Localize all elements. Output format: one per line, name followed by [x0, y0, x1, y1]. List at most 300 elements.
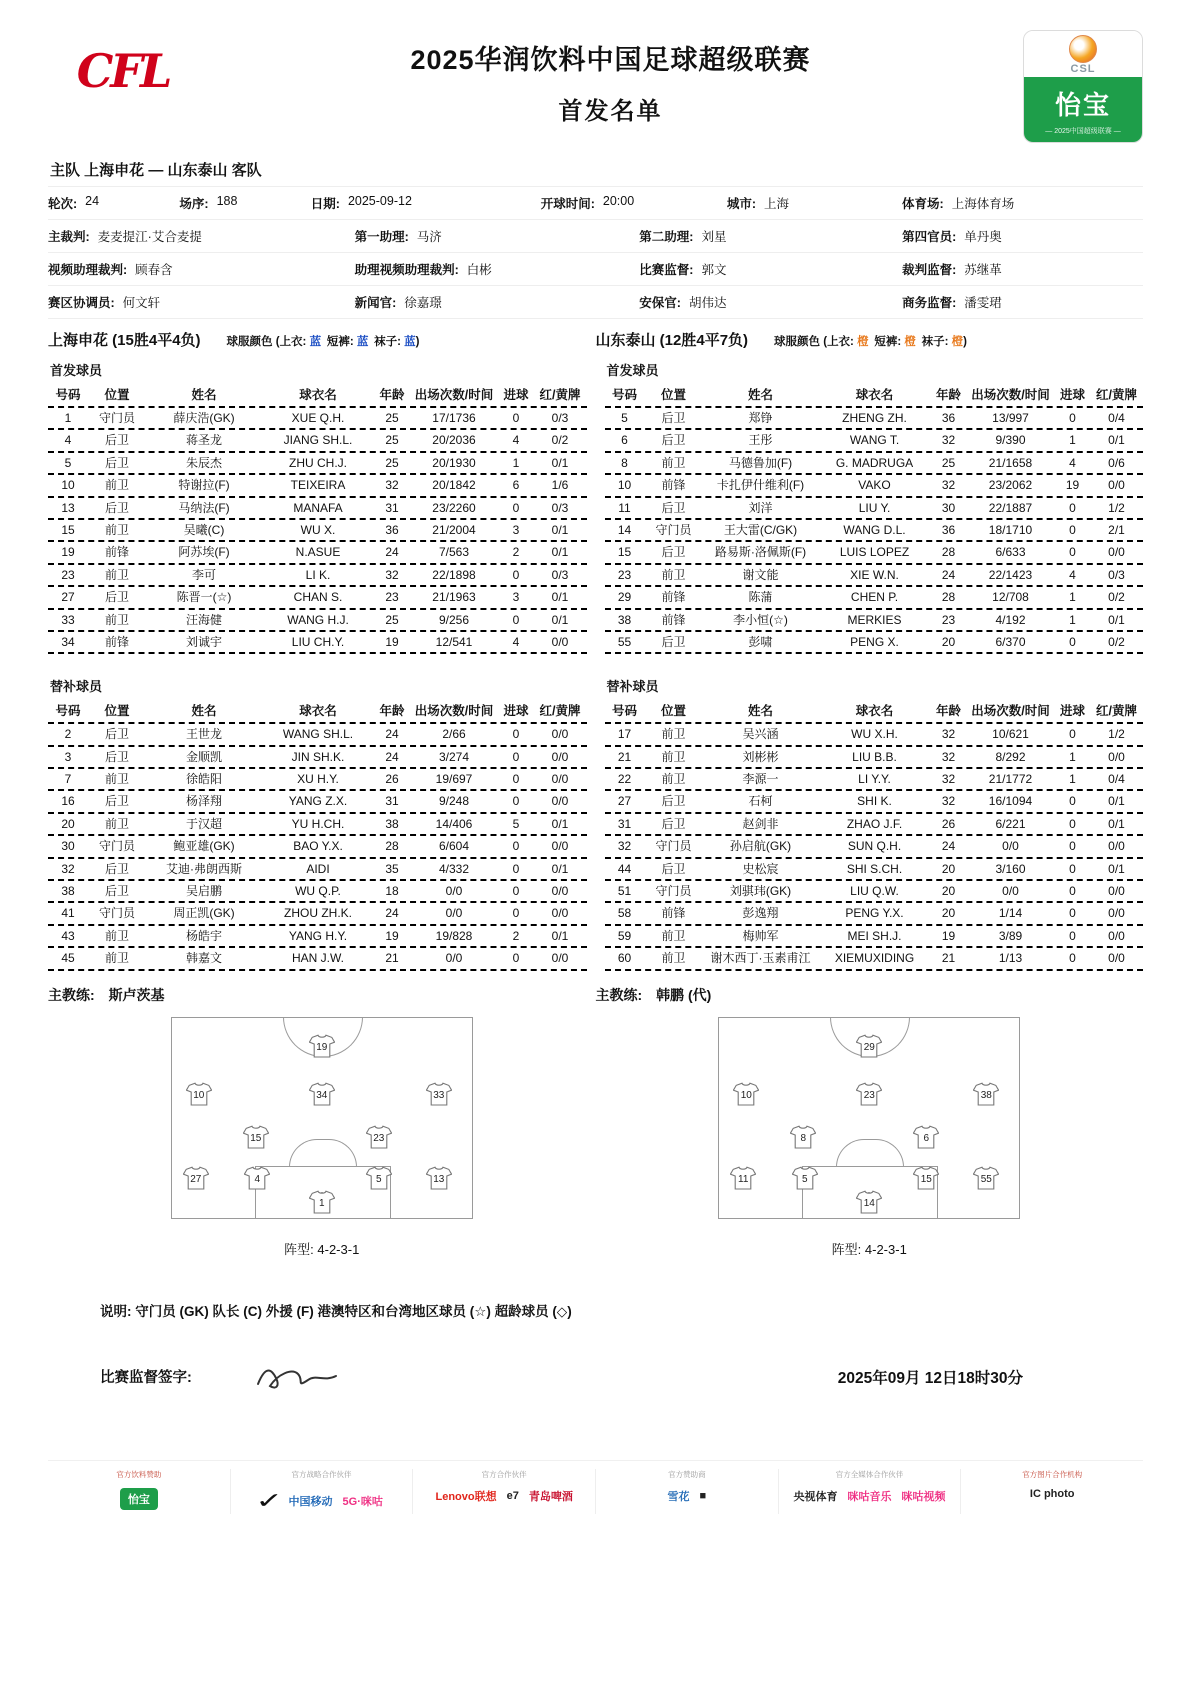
player-row [48, 948, 587, 970]
player-cell: 28 [941, 590, 956, 605]
csl-label: CSL [1070, 63, 1096, 75]
player-cell: 后卫 [661, 794, 686, 809]
player-cell: JIANG SH.L. [283, 433, 353, 448]
player-cell: 31 [617, 816, 632, 831]
sponsor-label: 官方全媒体合作伙伴 [835, 1469, 904, 1479]
away-kit-colors: 球服颜色 (上衣: 橙 短裤: 橙 袜子: 橙) [774, 336, 967, 348]
player-cell: 0/2 [1108, 634, 1125, 649]
yibao-brand: 怡宝 [1054, 90, 1111, 120]
player-cell: 23 [617, 567, 632, 582]
player-cell: 55 [617, 634, 632, 649]
column-header: 红/黄牌 [539, 388, 581, 402]
player-cell: 前锋 [104, 634, 129, 649]
player-cell: 12/541 [435, 634, 473, 649]
player-cell: 前锋 [661, 612, 686, 627]
player-cell: 22/1887 [988, 500, 1033, 515]
player-cell: 后卫 [661, 861, 686, 876]
player-cell: 38 [385, 816, 399, 831]
player-cell: 0/3 [1108, 567, 1125, 582]
player-cell: 22/1423 [988, 567, 1033, 582]
info-field [902, 227, 1143, 245]
player-cell: 陈晋一(☆) [176, 590, 232, 605]
player-cell: 后卫 [104, 884, 129, 899]
player-cell: 19/828 [435, 928, 473, 943]
player-cell: 25 [385, 455, 399, 470]
column-header: 球衣名 [299, 704, 337, 719]
player-cell: 35 [385, 861, 399, 876]
home-starters-label: 首发球员 [50, 363, 103, 378]
player-cell: 前卫 [104, 478, 129, 493]
player-cell: 32 [941, 794, 956, 809]
player-cell: 0/1 [551, 928, 569, 943]
player-cell: 马纳法(F) [178, 500, 230, 515]
player-cell: LIU Y. [858, 500, 891, 515]
player-cell: 0 [1069, 500, 1076, 515]
player-row [48, 747, 587, 769]
player-cell: 0 [512, 884, 520, 899]
player-cell: 9/390 [995, 433, 1026, 448]
player-row [48, 859, 587, 881]
player-cell: 于汉超 [185, 816, 222, 831]
player-cell: 0/4 [1108, 411, 1125, 425]
player-cell: 0/0 [1108, 545, 1125, 560]
player-cell: 27 [61, 590, 75, 605]
player-cell: 前卫 [661, 567, 686, 582]
player-cell: 后卫 [661, 433, 686, 448]
column-header: 位置 [104, 388, 130, 402]
info-label: 体育场: [902, 197, 944, 211]
home-starters-header [48, 385, 587, 408]
kit-color-word: 橙 [904, 336, 916, 348]
player-cell: 20 [941, 634, 956, 649]
player-cell: 0/3 [551, 500, 569, 515]
column-header: 红/黄牌 [1096, 704, 1137, 719]
column-header: 位置 [104, 704, 130, 719]
player-cell: 0/1 [1108, 816, 1125, 831]
away-subs-column [605, 666, 1144, 970]
player-cell: 4/192 [995, 612, 1026, 627]
player-row [48, 769, 587, 791]
player-cell: BAO Y.X. [293, 839, 343, 854]
info-field [311, 194, 541, 212]
player-cell: 后卫 [104, 861, 129, 876]
league-title: 2025华润饮料中国足球超级联赛 [410, 45, 811, 75]
player-cell: 0/0 [1108, 906, 1125, 921]
column-header: 姓名 [191, 704, 217, 719]
player-cell: 6/633 [995, 545, 1026, 560]
player-cell: 23/2062 [988, 478, 1033, 493]
player-cell: 27 [617, 794, 632, 809]
player-cell: 0 [512, 567, 520, 582]
player-cell: 30 [61, 839, 75, 854]
player-cell: 18 [385, 884, 399, 899]
info-field [179, 194, 310, 212]
player-cell: 21/1963 [432, 590, 476, 605]
info-label: 助理视频助理裁判: [354, 263, 459, 277]
player-cell: 36 [385, 522, 399, 537]
player-cell: 0/0 [551, 794, 569, 809]
away-formation-label: 阵型: 4-2-3-1 [831, 1241, 907, 1257]
sponsor-label: 官方赞助商 [668, 1469, 706, 1479]
player-cell: 36 [941, 522, 956, 537]
player-row [605, 859, 1144, 881]
player-jersey-icon: 33 [426, 1082, 452, 1106]
info-field [902, 260, 1143, 278]
player-cell: 阿苏埃(F) [178, 545, 230, 560]
player-row [605, 791, 1144, 813]
info-field [48, 194, 179, 212]
info-row [48, 253, 1143, 286]
away-team-header [596, 329, 1144, 350]
tsingtao-logo: 青岛啤酒 [528, 1490, 573, 1503]
player-jersey-icon: 13 [426, 1166, 452, 1190]
signature-datetime: 2025年09月 12日18时30分 [837, 1369, 1023, 1387]
player-row [605, 903, 1144, 925]
player-cell: 31 [385, 794, 399, 809]
player-cell: 0/0 [551, 884, 569, 899]
player-cell: 23 [61, 567, 75, 582]
player-cell: 3/160 [995, 861, 1026, 876]
player-row [48, 724, 587, 746]
player-cell: 陈蒲 [748, 590, 773, 605]
sponsor-group [595, 1469, 778, 1514]
player-cell: 前卫 [104, 772, 129, 787]
player-row [605, 453, 1144, 475]
player-jersey-icon: 19 [309, 1034, 335, 1058]
player-cell: 44 [617, 861, 632, 876]
player-cell: AIDI [306, 861, 330, 876]
sponsor-label: 官方战略合作伙伴 [291, 1469, 352, 1479]
player-row [605, 769, 1144, 791]
player-cell: 24 [385, 906, 399, 921]
player-cell: CHEN P. [850, 590, 899, 605]
info-label: 新闻官: [354, 296, 397, 310]
away-coach-label: 主教练: [595, 986, 643, 1003]
player-cell: 19 [1065, 478, 1080, 493]
player-cell: 马德鲁加(F) [728, 455, 793, 470]
info-field [541, 194, 727, 212]
home-coach [48, 985, 596, 1005]
player-cell: 2/1 [1108, 522, 1125, 537]
player-cell: 29 [617, 590, 632, 605]
player-cell: 谢木西丁·玉素甫江 [710, 951, 811, 966]
sponsor-footer [48, 1460, 1143, 1514]
player-cell: 0/1 [551, 590, 569, 605]
player-cell: 41 [61, 906, 75, 921]
player-cell: 史松宸 [742, 861, 779, 876]
player-cell: 0 [512, 612, 520, 627]
home-kit-colors: 球服颜色 (上衣: 蓝 短裤: 蓝 袜子: 蓝) [226, 336, 420, 348]
column-header: 年龄 [935, 388, 961, 402]
player-row [605, 430, 1144, 452]
player-cell: 0 [1069, 411, 1076, 425]
player-cell: 鲍亚雄(GK) [173, 839, 235, 854]
player-cell: 0 [1069, 906, 1076, 921]
player-cell: 0/0 [551, 634, 569, 649]
sponsor-logo: ■ [699, 1489, 707, 1502]
player-cell: 特谢拉(F) [178, 478, 230, 493]
player-cell: 24 [941, 839, 956, 854]
player-cell: WU X.H. [851, 727, 898, 742]
info-label: 开球时间: [540, 197, 595, 211]
player-cell: 3 [512, 522, 520, 537]
player-cell: 0 [1069, 951, 1076, 966]
player-cell: 19 [941, 928, 956, 943]
player-cell: ZHENG ZH. [842, 411, 907, 425]
column-header: 进球 [503, 388, 529, 402]
coaches-row [48, 985, 1143, 1005]
info-label: 比赛监督: [639, 263, 694, 277]
player-cell: 0/1 [1108, 861, 1125, 876]
player-cell: 0 [512, 839, 520, 854]
player-cell: 前卫 [661, 772, 686, 787]
player-cell: 23/2260 [432, 500, 476, 515]
player-cell: 0/1 [551, 455, 569, 470]
player-cell: 24 [385, 727, 399, 742]
info-value: 顾春含 [135, 263, 173, 277]
info-value: 188 [216, 194, 238, 208]
player-cell: 14/406 [435, 816, 473, 831]
info-label: 第四官员: [902, 230, 957, 244]
player-cell: 20 [61, 816, 75, 831]
player-cell: HAN J.W. [291, 951, 344, 966]
china-mobile-logo: 中国移动 [288, 1495, 333, 1508]
csl-yibao-badge [1023, 30, 1143, 143]
info-field [48, 260, 355, 278]
player-cell: 0/0 [445, 951, 463, 966]
player-cell: LIU CH.Y. [291, 634, 345, 649]
cfl-logo-text: CFL [76, 44, 170, 98]
player-cell: 4 [512, 433, 520, 448]
player-cell: 孙启航(GK) [729, 839, 792, 854]
info-label: 视频助理裁判: [48, 263, 128, 277]
player-row [605, 475, 1144, 497]
info-field [48, 293, 355, 311]
player-cell: 14 [617, 522, 632, 537]
player-cell: 32 [385, 478, 399, 493]
column-header: 红/黄牌 [1096, 388, 1137, 402]
player-cell: 43 [61, 928, 75, 943]
player-cell: 8/292 [995, 749, 1026, 764]
player-cell: 0 [1069, 884, 1076, 899]
yibao-subtext: — 2025中国超级联赛 — [1045, 128, 1121, 135]
player-cell: 吴曦(C) [183, 522, 225, 537]
yibao-logo: 怡宝 [120, 1488, 158, 1510]
away-coach-name: 韩鹏 (代) [656, 986, 712, 1003]
info-value: 麦麦提江·艾合麦提 [97, 230, 202, 244]
away-subs-label: 替补球员 [606, 679, 659, 695]
player-row [605, 881, 1144, 903]
info-field [639, 227, 902, 245]
player-cell: 王世龙 [185, 727, 222, 742]
player-cell: 0/0 [445, 906, 463, 921]
player-jersey-icon: 15 [243, 1125, 269, 1149]
player-cell: 1 [512, 455, 520, 470]
kit-color-word: 橙 [951, 336, 964, 348]
sponsor-group [230, 1469, 413, 1514]
csl-ball-icon [1069, 35, 1097, 63]
penalty-arc [836, 1139, 904, 1167]
column-header: 年龄 [379, 704, 405, 719]
kit-color-word: 蓝 [309, 336, 322, 348]
player-cell: 0/0 [1108, 749, 1125, 764]
player-jersey-icon: 23 [366, 1125, 392, 1149]
column-header: 进球 [1059, 388, 1085, 402]
player-cell: 0/0 [551, 951, 569, 966]
player-cell: 0 [1069, 928, 1076, 943]
player-cell: 45 [61, 951, 75, 966]
player-row [48, 926, 587, 948]
player-cell: 1 [1069, 433, 1076, 448]
column-header: 号码 [611, 388, 637, 402]
info-label: 第一助理: [354, 230, 409, 244]
info-field [902, 293, 1143, 311]
player-cell: 后卫 [104, 749, 129, 764]
player-cell: SUN Q.H. [847, 839, 902, 854]
player-cell: LI Y.Y. [858, 772, 891, 787]
column-header: 年龄 [379, 388, 405, 402]
info-label: 第二助理: [639, 230, 694, 244]
player-cell: 石柯 [748, 794, 773, 809]
teams-header-row [48, 329, 1143, 350]
player-cell: 6/604 [438, 839, 470, 854]
player-cell: 5 [512, 816, 520, 831]
player-cell: 李源一 [742, 772, 779, 787]
player-cell: 汪海健 [185, 612, 222, 627]
column-header: 位置 [660, 704, 686, 719]
player-jersey-icon: 5 [366, 1166, 392, 1190]
info-value: 2025-09-12 [347, 194, 412, 208]
player-cell: MERKIES [847, 612, 902, 627]
info-value: 20:00 [602, 194, 635, 208]
kit-color-word: 蓝 [404, 336, 416, 348]
player-cell: 0/6 [1108, 455, 1125, 470]
player-cell: 18/1710 [988, 522, 1033, 537]
player-cell: LI K. [305, 567, 331, 582]
player-jersey-icon: 6 [913, 1125, 939, 1149]
info-field [355, 227, 640, 245]
info-field [727, 194, 902, 212]
player-cell: 24 [385, 545, 399, 560]
player-cell: 17/1736 [432, 411, 476, 425]
column-header: 球衣名 [299, 388, 337, 402]
player-cell: 20 [941, 906, 956, 921]
player-cell: SHI K. [857, 794, 892, 809]
player-row [48, 542, 587, 564]
column-header: 红/黄牌 [539, 704, 581, 719]
player-cell: 13/997 [992, 411, 1029, 425]
player-cell: 刘骐玮(GK) [729, 884, 792, 899]
player-jersey-icon: 55 [973, 1166, 999, 1190]
player-cell: 郑铮 [748, 411, 773, 425]
player-cell: 32 [941, 478, 956, 493]
player-jersey-icon: 14 [856, 1190, 882, 1214]
player-cell: 彭啸 [748, 634, 773, 649]
player-row [48, 453, 587, 475]
player-cell: G. MADRUGA [835, 455, 914, 470]
player-cell: 0/1 [551, 861, 569, 876]
info-label: 日期: [310, 197, 340, 211]
info-value: 上海体育场 [951, 197, 1015, 211]
info-field [639, 293, 902, 311]
player-jersey-icon: 1 [309, 1190, 335, 1214]
player-cell: 李小恒(☆) [733, 612, 788, 627]
player-jersey-icon: 34 [309, 1082, 335, 1106]
home-team-header [48, 329, 596, 350]
away-starters-header [605, 385, 1144, 408]
player-cell: 30 [941, 500, 956, 515]
column-header: 年龄 [935, 704, 961, 719]
player-cell: 10 [617, 478, 632, 493]
column-header: 进球 [1059, 704, 1085, 719]
player-cell: 19/697 [435, 772, 473, 787]
player-cell: 0 [1069, 727, 1076, 742]
player-cell: 后卫 [661, 411, 686, 425]
away-formation-wrap [596, 1017, 1144, 1258]
home-subs-table [48, 724, 587, 970]
player-cell: YANG H.Y. [288, 928, 348, 943]
column-header: 球衣名 [855, 704, 894, 719]
player-cell: 0/0 [551, 749, 569, 764]
home-pitch [171, 1017, 473, 1219]
player-cell: 0/0 [551, 839, 569, 854]
player-cell: 5 [64, 455, 72, 470]
cfl-logo [48, 30, 198, 98]
player-cell: 0/0 [1002, 884, 1019, 899]
player-jersey-icon: 11 [730, 1166, 756, 1190]
player-cell: 彭逸翔 [742, 906, 779, 921]
player-cell: 23 [385, 590, 399, 605]
player-row [605, 724, 1144, 746]
player-cell: 守门员 [98, 411, 135, 425]
player-cell: 0 [512, 727, 520, 742]
player-cell: 28 [385, 839, 399, 854]
column-header: 出场次数/时间 [971, 388, 1050, 402]
away-starters-column [605, 350, 1144, 654]
player-cell: 10/621 [992, 727, 1029, 742]
player-row [605, 408, 1144, 430]
player-cell: WANG SH.L. [282, 727, 354, 742]
player-cell: 0/2 [1108, 590, 1125, 605]
home-subs-column [48, 666, 587, 970]
sponsor-logos [785, 1488, 955, 1504]
player-cell: 徐皓阳 [185, 772, 222, 787]
player-row [605, 610, 1144, 632]
player-cell: 6/221 [995, 816, 1026, 831]
home-starters-column [48, 350, 587, 654]
player-cell: XIEMUXIDING [834, 951, 915, 966]
player-cell: 朱辰杰 [185, 455, 222, 470]
player-cell: 1/2 [1108, 500, 1125, 515]
away-starters-label: 首发球员 [606, 363, 659, 378]
player-row [48, 587, 587, 609]
sponsor-logos [237, 1488, 407, 1514]
player-row [48, 610, 587, 632]
player-cell: 路易斯·洛佩斯(F) [714, 545, 807, 560]
player-row [48, 520, 587, 542]
sponsor-logos [54, 1488, 224, 1510]
player-cell: 25 [385, 612, 399, 627]
player-cell: 后卫 [104, 433, 129, 448]
player-cell: 11 [618, 500, 631, 515]
info-field [639, 260, 902, 278]
player-cell: 刘诚宇 [185, 634, 222, 649]
player-jersey-icon: 8 [790, 1125, 816, 1149]
player-cell: 梅帅军 [742, 928, 779, 943]
player-cell: JIN SH.K. [291, 749, 345, 764]
player-cell: 19 [61, 545, 75, 560]
player-cell: 58 [617, 906, 632, 921]
